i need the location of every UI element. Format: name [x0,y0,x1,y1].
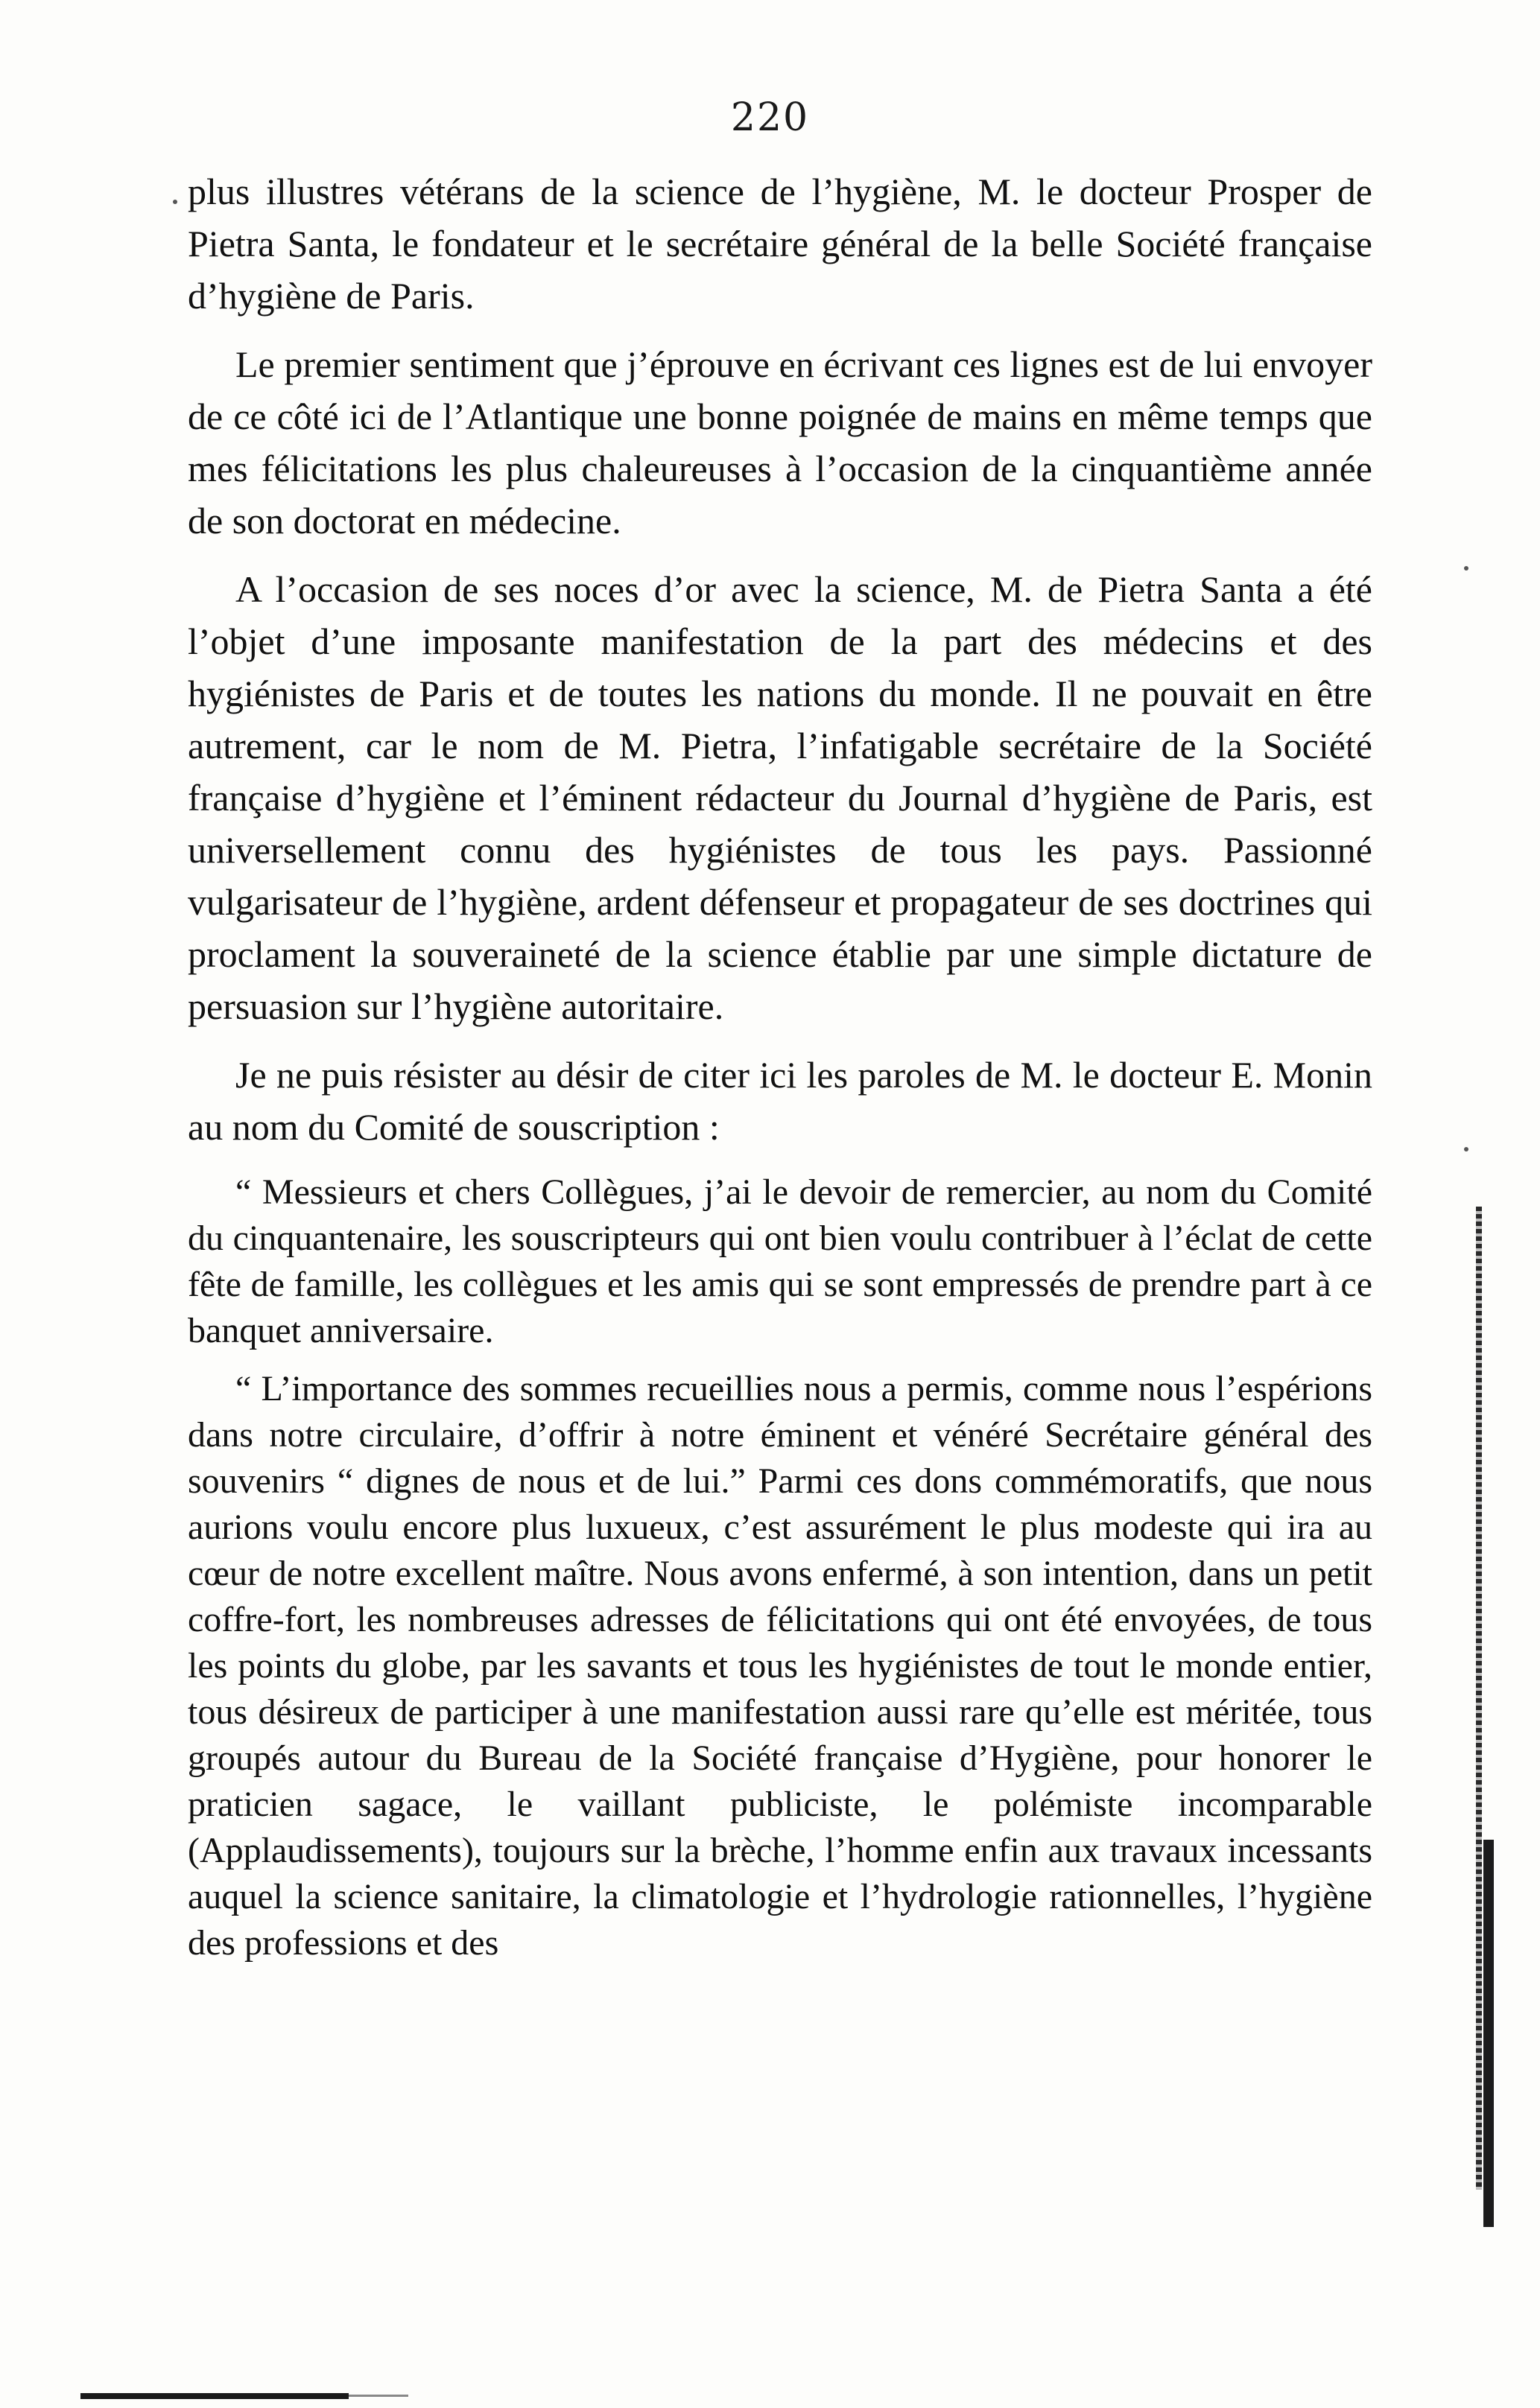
paragraph-2: Le premier sentiment que j’éprouve en écrivant ces lignes est de lui envoyer de ce côté ici de l’Atlantique une bonne poignée de mains en même temps que mes félicitations les plus chaleureuses à l’occasion de la cinquantième année de son doctorat en médecine. [188,343,1372,541]
page-number: 220 [730,95,810,140]
bottom-scan-rule-faint [349,2395,408,2397]
scan-edge-artifact [1476,1207,1482,2190]
quote-paragraph-1: “ Messieurs et chers Collègues, j’ai le devoir de remercier, au nom du Comité du cinquantenaire, les souscripteurs qui ont bien voulu contribuer à l’éclat de cette fête de famille, les collègues et les amis qui se sont empressés de prendre part à ce banquet anniversaire. [188,1172,1372,1350]
paragraph-4: Je ne puis résister au désir de citer ici les paroles de M. le docteur E. Monin au nom du Comité de souscription : [188,1054,1372,1148]
scan-speck [1464,566,1468,571]
bottom-scan-rule [80,2393,349,2399]
quotation [188,1169,1372,1966]
quote-paragraph-2: “ L’importance des sommes recueillies nous a permis, comme nous l’espérions dans notre circulaire, d’offrir à notre éminent et vénéré Secrétaire général des souvenirs “ dignes de nous et de lui.” Parmi ces dons commémoratifs, que nous aurions voulu encore plus luxueux, c’est assurément le plus modeste qui ira au cœur de notre excellent maître. Nous avons enfermé, à son intention, dans un petit coffre-fort, les nombreuses adresses de félicitations qui ont été envoyées, de tous les points du globe, par les savants et tous les hygiénistes de tout le monde entier, tous désireux de participer à une manifestation aussi rare qu’elle est méritée, tous groupés autour du Bureau de la Société française d’Hygiène, pour honorer le praticien sagace, le vaillant publiciste, le polémiste incomparable (Applaudissements), toujours sur la brèche, l’homme enfin aux travaux incessants auquel la science sanitaire, la climatologie et l’hydrologie rationnelles, l’hygiène des professions et des [188,1369,1372,1963]
scan-speck [173,200,177,204]
scan-edge-shadow [1483,1840,1494,2227]
paragraph-1: plus illustres vétérans de la science de l’hygiène, M. le docteur Prosper de Pietra Santa, le fondateur et le secrétaire général de la belle Société française d’hygiène de Paris. [188,171,1372,317]
scan-speck [1464,1147,1468,1151]
body-text [188,165,1372,1966]
paragraph-3: A l’occasion de ses noces d’or avec la science, M. de Pietra Santa a été l’objet d’une imposante manifestation de la part des médecins et des hygiénistes de Paris et de toutes les nations du monde. Il ne pouvait en être autrement, car le nom de M. Pietra, l’infatigable secrétaire de la Société française d’hygiène et l’éminent rédacteur du Journal d’hygiène de Paris, est universellement connu des hygiénistes de tous les pays. Passionné vulgarisateur de l’hygiène, ardent défenseur et propagateur de ses doctrines qui proclament la souveraineté de la science établie par une simple dictature de persuasion sur l’hygiène autoritaire. [188,568,1372,1027]
